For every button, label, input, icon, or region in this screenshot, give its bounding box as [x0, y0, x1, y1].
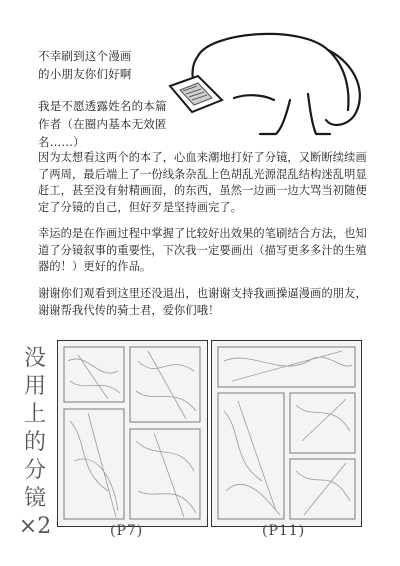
paragraph-lesson: 幸运的是在作画过程中掌握了比较好出效果的笔刷结合方法，也知道了分镜叙事的重要性，下次我一定要画出（描写更多多汁的生殖器的！）更好的作品。	[38, 227, 367, 274]
intro-line-2: 的小朋友你们好啊	[38, 67, 132, 81]
author-note-line-1: 我是不愿透露姓名的本篇	[38, 99, 167, 113]
sign-icon	[170, 76, 222, 112]
storyboard-thumbnail-p11	[211, 340, 362, 527]
bowing-character-illustration	[150, 30, 380, 150]
caption-p7: (P7)	[110, 523, 144, 539]
paragraph-story: 因为太想看这两个的本了，心血来潮地打好了分镜，又断断续续画了两周，最后端上了一份线条杂乱上色胡乱光源混乱结构迷乱明显赶工，甚至没有射精画面，的东西，虽然一边画一边大骂当初随便定了分镜的自己，但好歹是坚持画完了。	[38, 151, 367, 214]
caption-p11: (P11)	[262, 523, 306, 539]
storyboard-thumbnail-p7	[57, 340, 208, 527]
unused-storyboard-label: 没用上的分镜×2	[18, 346, 52, 539]
paragraph-thanks: 谢谢你们观看到这里还没退出，也谢谢支持我画操逼漫画的朋友，谢谢帮我代传的骑士君，爱你们哦！	[38, 287, 367, 317]
author-note-line-3: 名……）	[38, 135, 85, 149]
author-note-line-2: 作者（在圈内基本无效匿	[38, 117, 167, 131]
intro-line-1: 不幸刷到这个漫画	[38, 49, 132, 63]
